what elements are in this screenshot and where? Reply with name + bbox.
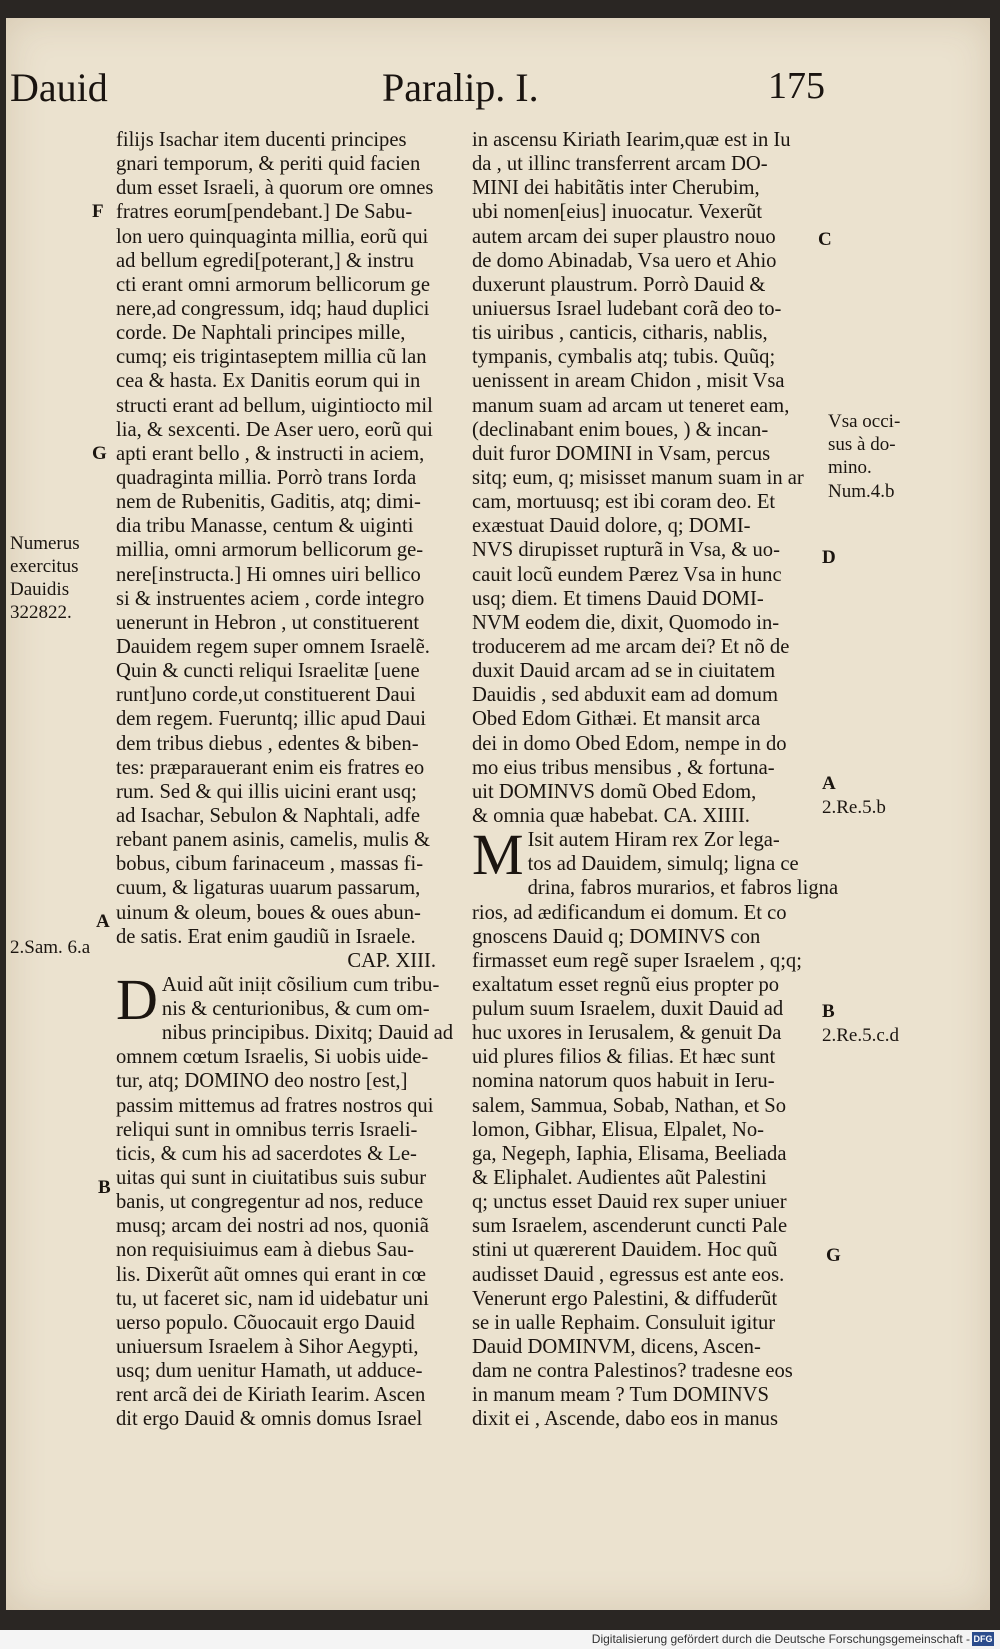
text-line: manum suam ad arcam ut teneret eam, [472,394,790,417]
text-line: cauit locũ eundem Pærez Vsa in hunc [472,563,782,586]
margin-mark-d: D [822,547,836,568]
text-line: duit furor DOMINI in Vsam, percus [472,442,771,465]
left-column [116,128,466,1432]
text-line: quadraginta millia. Porrò trans Iorda [116,466,417,489]
text-line: q; unctus esset Dauid rex super uniuer [472,1191,787,1214]
chapter-13-start [116,966,466,1432]
text-line: bobus, cibum farinaceum , massas fi- [116,853,424,876]
text-line: dia tribu Manasse, centum & uiginti [116,515,414,538]
text-line: filijs Isachar item ducenti principes [116,129,407,151]
margin-ref-numbers: Num.4.b [828,481,895,502]
text-line: MINI dei habitãtis inter Cherubim, [472,177,760,200]
text-line: in ascensu Kiriath Iearim,quæ est in Iu [472,129,791,151]
text-line: tur, atq; DOMINO deo nostro [est,] [116,1070,408,1093]
text-line: corde. De Naphtali principes mille, [116,322,406,345]
text-line: Venerunt ergo Palestini, & diffuderũt [472,1287,778,1310]
right-column-text-b [472,822,839,1432]
text-line: nem de Rubenitis, Gaditis, atq; dimi- [116,491,421,514]
text-line: uerso populo. Cõuocauit ergo Dauid [116,1311,415,1334]
margin-mark-a-right: A [822,773,836,794]
left-column-text-b [116,966,466,1432]
text-line: sitq; eum, q; misisset manum suam in ar [472,466,804,489]
text-line: lia, & sexcenti. De Aser uero, eorũ qui [116,418,433,441]
text-line: cti erant omni armorum bellicorum ge [116,273,430,296]
dfg-logo: DFG [973,1634,993,1644]
text-line: banis, ut congregentur ad nos, reduce [116,1191,424,1214]
margin-mark-b: B [98,1177,111,1198]
text-line: musq; arcam dei nostri ad nos, quoniã [116,1215,429,1238]
text-line: runt]uno corde,ut constituerent Daui [116,684,416,707]
text-line: nis & centurionibus, & cum om- [161,998,430,1021]
text-line: dum esset Israeli, à quorum ore omnes [116,177,434,200]
text-line: tis uiribus , canticis, citharis, nablis, [472,322,768,345]
margin-note-line: mino. [828,457,872,478]
text-line: dit ergo Dauid & omnis domus Israel [116,1408,423,1431]
text-line: pulum suum Israelem, duxit Dauid ad [472,998,784,1021]
text-line: omnem cœtum Israelis, Si uobis uide- [116,1046,429,1069]
text-line: passim mittemus ad fratres nostros qui [116,1094,434,1117]
margin-mark-g: G [92,443,107,464]
text-line: NVS dirupisset rupturã in Vsa, & uo- [472,539,780,562]
text-line: in manum meam ? Tum DOMINVS [472,1384,769,1407]
text-line: cumq; eis trigintaseptem millia cũ lan [116,346,427,369]
drop-cap: D [116,966,158,1032]
text-line: NVM eodem die, dixit, Quomodo in- [472,611,780,634]
text-line: de domo Abinadab, Vsa uero et Ahio [472,249,777,272]
text-line: cea & hasta. Ex Danitis eorum qui in [116,370,421,393]
text-line: & Eliphalet. Audientes aũt Palestini [472,1167,767,1190]
bleed-through-text [886,78,976,1278]
text-line: lis. Dixerũt aũt omnes qui erant in cœ [116,1263,426,1286]
text-line: apti erant bello , & instructi in aciem, [116,442,425,465]
text-line: nomina natorum quos habuit in Ieru- [472,1070,775,1093]
text-line: salem, Sammua, Sobab, Nathan, et So [472,1094,787,1117]
left-column-text [116,128,466,949]
margin-note-line: Dauidis [10,579,70,600]
text-line: firmasset eum regẽ super Israelem , q;q; [472,949,802,972]
text-line: uenerunt in Hebron , ut constituerent [116,611,420,634]
text-line: dem tribus diebus , edentes & biben- [116,732,419,755]
margin-mark-c: C [818,229,832,250]
text-line: lomon, Gibhar, Elisua, Elpalet, No- [472,1118,765,1141]
text-line: uitas qui sunt in ciuitatibus suis subur [116,1167,427,1190]
text-line: ga, Negeph, Iaphia, Elisama, Beeliada [472,1142,787,1165]
text-line: reliqui sunt in omnibus terris Israeli- [116,1118,418,1141]
text-line: ticis, & cum his ad sacerdotes & Le- [116,1142,417,1165]
text-line: dei in domo Obed Edom, nempe in do [472,732,787,755]
text-line: ad bellum egredi[poterant,] & instru [116,249,414,272]
text-line: autem arcam dei super plaustro nouo [472,225,776,248]
text-line: uenissent in aream Chidon , misit Vsa [472,370,785,393]
text-line: nere,ad congressum, idq; haud duplici [116,297,430,320]
text-line: uit DOMINVS domũ Obed Edom, [472,780,757,803]
text-line: dixit ei , Ascende, dabo eos in manus [472,1408,778,1431]
text-line: troducerem ad me arcam dei? Et nõ de [472,635,790,658]
text-line: nibus principibus. Dixitq; Dauid ad [161,1022,454,1045]
text-line: de satis. Erat enim gaudiũ in Israele. [116,925,416,948]
text-line: da , ut illinc transferrent arcam DO- [472,153,768,176]
drop-cap: M [472,822,524,888]
text-line: rent arcã dei de Kiriath Iearim. Ascen [116,1384,426,1407]
text-line: Quin & cuncti reliqui Israelitæ [uene [116,660,420,683]
text-line: tes: præparauerant enim eis fratres eo [116,756,425,779]
text-line: uinum & oleum, boues & oues abun- [116,901,421,924]
text-line: rum. Sed & qui illis uicini erant usq; [116,780,417,803]
text-line: exaltatum esset regnũ eius propter po [472,973,780,996]
text-line: uid plures filios & filias. Et hæc sunt [472,1046,776,1069]
text-line: huc uxores in Ierusalem, & genuit Da [472,1022,782,1045]
right-column-text [472,128,827,828]
text-line: cuum, & ligaturas uuarum passarum, [116,877,421,900]
text-line: se in ualle Rephaim. Consuluit igitur [472,1311,776,1334]
text-line: sum Israelem, ascenderunt cuncti Pale [472,1215,788,1238]
text-line: fratres eorum[pendebant.] De Sabu- [116,201,413,224]
text-line: ad Isachar, Sebulon & Naphtali, adfe [116,804,420,827]
chapter-heading-13: CAP. XIII. [347,949,436,972]
text-line: tos ad Dauidem, simulq; ligna ce [527,853,799,876]
text-line: & omnia quæ habebat. CA. XIIII. [472,804,750,827]
margin-note-line: sus à do- [828,434,896,455]
text-line: audisset Dauid , egressus est ante eos. [472,1263,785,1286]
margin-ref-reges-2: 2.Re.5.c.d [822,1025,900,1046]
footer-credit: Digitalisierung gefördert durch die Deutsche Forschungsgemeinschaft - [591,1632,970,1646]
chapter-14-start [472,822,839,1432]
text-line: Isit autem Hiram rex Zor lega- [527,829,780,852]
running-head-left: Dauid [10,65,108,110]
text-line: dam ne contra Palestinos? tradesne eos [472,1360,793,1383]
text-line: Obed Edom Githæi. Et mansit arca [472,708,761,731]
text-line: ubi nomen[eius] inuocatur. Vexerũt [472,201,763,224]
text-line: rios, ad ædificandum ei domum. Et co [472,901,787,924]
text-line: tympanis, cymbalis atq; tubis. Quũq; [472,346,776,369]
text-line: uniuersus Israel ludebant corã deo to- [472,297,782,320]
margin-note-numerus [10,532,80,624]
text-line: (declinabant enim boues, ) & incan- [472,418,769,441]
margin-note-line: 322822. [10,602,72,623]
running-head-center: Paralip. I. [382,65,539,110]
text-line: gnari temporum, & periti quid facien [116,153,421,176]
text-line: non requisiuimus eam à diebus Sau- [116,1239,414,1262]
margin-ref-samuel: 2.Sam. 6.a [10,937,91,958]
text-line: dem regem. Fueruntq; illic apud Daui [116,708,426,731]
margin-mark-a: A [96,911,110,932]
text-line: Dauid DOMINVM, dicens, Ascen- [472,1336,761,1359]
text-line: structi erant ad bellum, uigintiocto mil [116,394,433,417]
text-line: Dauidis , sed abduxit eam ad domum [472,684,778,707]
margin-note-line: exercitus [10,556,79,577]
text-line: millia, omni armorum bellicorum ge- [116,539,424,562]
text-line: nere[instructa.] Hi omnes uiri bellico [116,563,421,586]
text-line: rebant panem asinis, camelis, mulis & [116,829,430,852]
text-line: lon uero quinquaginta millia, eorũ qui [116,225,429,248]
text-line: duxerunt plaustrum. Porrò Dauid & [472,273,766,296]
margin-note-vsa [828,410,900,479]
right-column [472,128,839,1432]
margin-note-line: Vsa occi- [828,411,901,432]
margin-ref-reges-1: 2.Re.5.b [822,797,886,818]
text-line: exæstuat Dauid dolore, q; DOMI- [472,515,751,538]
text-line: mo eius tribus mensibus , & fortuna- [472,756,775,779]
text-line: stini ut quærerent Dauidem. Hoc quũ [472,1239,778,1262]
margin-mark-f: F [92,201,104,222]
text-line: cam, mortuusq; est ibi coram deo. Et [472,491,776,514]
text-line: Auid aũt iniịt cõsilium cum tribu- [161,973,440,996]
page-number: 175 [768,65,825,107]
text-line: usq; diem. Et timens Dauid DOMI- [472,587,764,610]
text-line: drina, fabros murarios, et fabros ligna [527,877,839,900]
text-line: Dauidem regem super omnem Israelẽ. [116,635,430,658]
margin-mark-g-right: G [826,1245,841,1266]
text-line: gnoscens Dauid q; DOMINVS con [472,925,761,948]
margin-mark-b-right: B [822,1001,835,1022]
text-line: uniuersum Israelem à Sihor Aegypti, [116,1336,419,1359]
text-line: duxit Dauid arcam ad se in ciuitatem [472,660,776,683]
text-line: usq; dum uenitur Hamath, ut adduce- [116,1360,423,1383]
text-line: tu, ut faceret sic, nam id uidebatur uni [116,1287,429,1310]
margin-note-line: Numerus [10,533,80,554]
text-line: si & instruentes aciem , corde integro [116,587,425,610]
